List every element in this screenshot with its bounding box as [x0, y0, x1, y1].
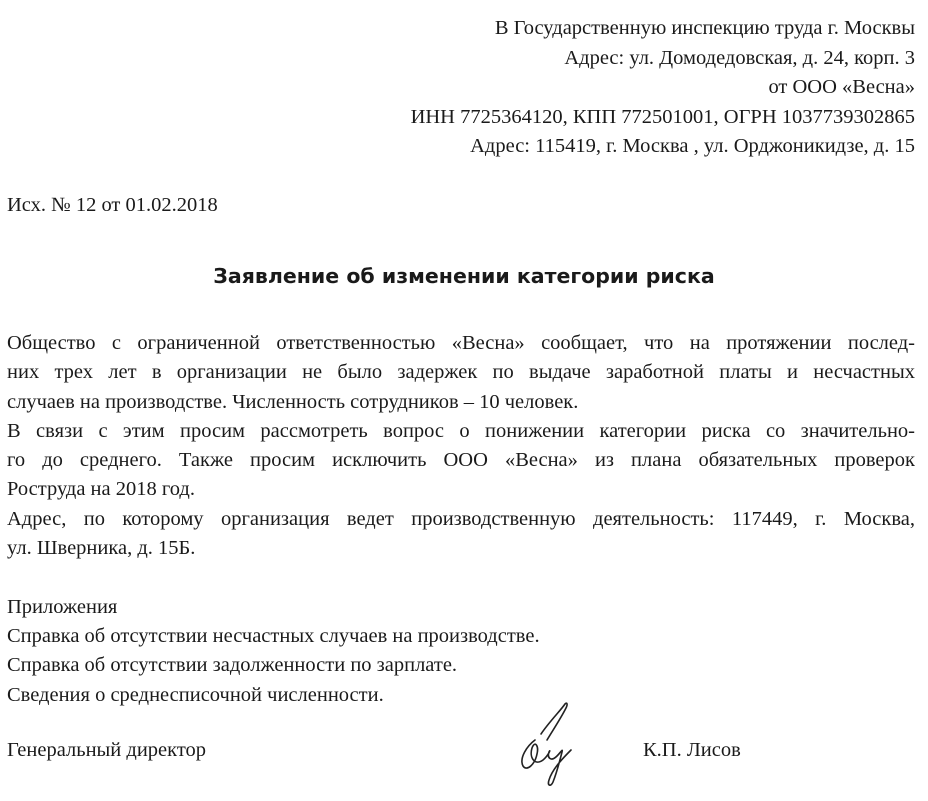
signature-stroke	[522, 740, 571, 785]
document-title: Заявление об изменении категории риска	[213, 264, 715, 288]
body-line: случаев на производстве. Численность сотрудников – 10 человек.	[7, 390, 579, 413]
body-line: Общество с ограниченной ответственностью «Весна» сообщает, что на протяжении послед-	[7, 332, 915, 354]
handwritten-signature-icon	[505, 700, 585, 790]
document-body	[7, 329, 915, 710]
signer-name: К.П. Лисов	[643, 739, 741, 761]
body-line: ул. Шверника, д. 15Б.	[7, 537, 196, 560]
body-line: них трех лет в организации не было задержек по выдаче заработной платы и несчастных	[7, 361, 915, 384]
signature-row	[0, 737, 928, 767]
signature-stroke	[541, 703, 567, 740]
attachment-item: Справка об отсутствии задолженности по зарплате.	[7, 654, 458, 677]
addressee-line-sender: от ООО «Весна»	[768, 76, 915, 98]
outgoing-reference: Исх. № 12 от 01.02.2018	[7, 194, 218, 216]
paragraph-gap	[7, 563, 915, 592]
attachment-item: Справка об отсутствии несчастных случаев на производстве.	[7, 624, 540, 647]
addressee-line-recipient: В Государственную инспекцию труда г. Москвы	[494, 17, 915, 39]
attachment-item: Сведения о среднесписочной численности.	[7, 683, 384, 706]
addressee-line-recipient-address: Адрес: ул. Домодедовская, д. 24, корп. 3	[564, 46, 915, 69]
addressee-line-requisites: ИНН 7725364120, КПП 772501001, ОГРН 1037739302865	[410, 105, 915, 128]
body-line: В связи с этим просим рассмотреть вопрос о понижении категории риска со значительно-	[7, 419, 915, 442]
addressee-block	[411, 14, 915, 162]
signer-role: Генеральный директор	[7, 739, 207, 761]
body-line: Роструда на 2018 год.	[7, 478, 195, 501]
addressee-line-sender-address: Адрес: 115419, г. Москва , ул. Орджоникидзе, д. 15	[470, 135, 915, 157]
attachments-heading: Приложения	[7, 595, 118, 618]
body-line: Адрес, по которому организация ведет производственную деятельность: 117449, г. Москва,	[7, 507, 915, 530]
body-line: го до среднего. Также просим исключить ООО «Весна» из плана обязательных проверок	[7, 449, 915, 472]
